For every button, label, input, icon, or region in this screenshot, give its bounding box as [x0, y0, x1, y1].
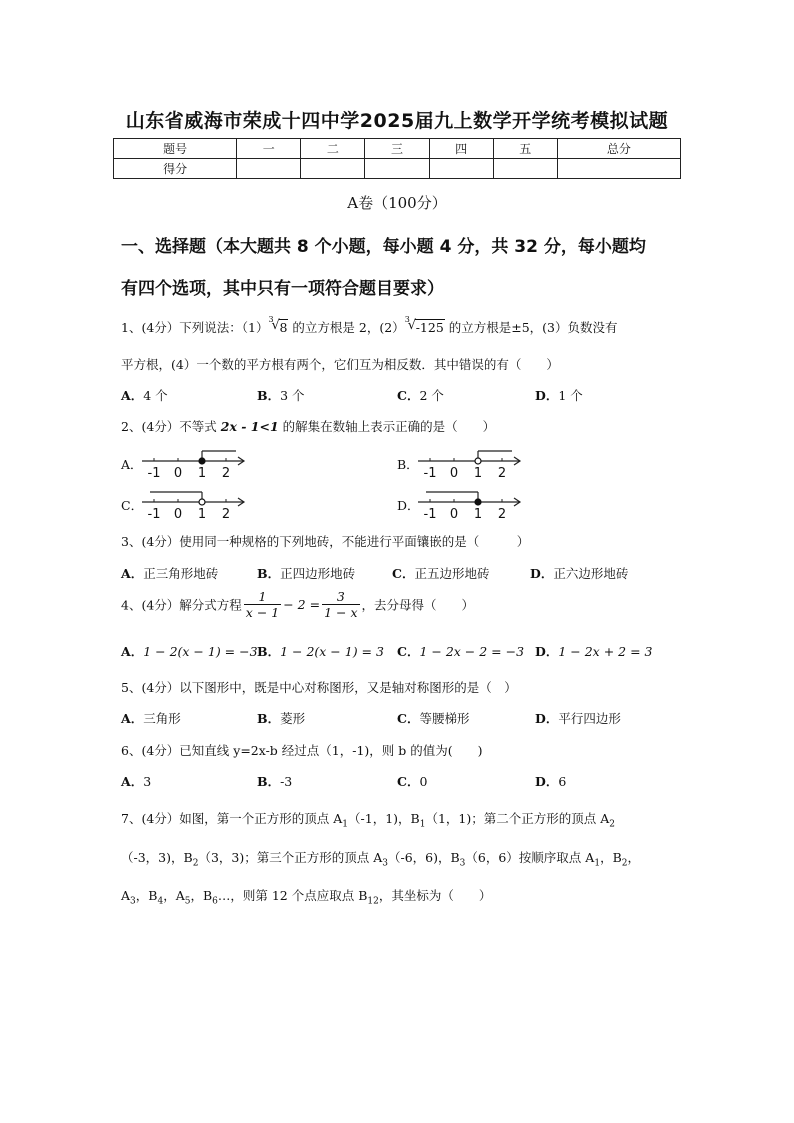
text: 7、(4分）如图，第一个正方形的顶点 A	[121, 811, 343, 826]
text: （-1，1)，B	[348, 811, 420, 826]
score-cell	[557, 159, 680, 179]
text: …，则第 12 个点应取点 B	[217, 888, 368, 903]
question-5: 5、(4分）以下图形中，既是中心对称图形，又是轴对称图形的是（ ）	[121, 680, 517, 695]
option-text: 等腰梯形	[419, 711, 470, 726]
score-cell	[429, 159, 493, 179]
text: （-3，3)，B	[121, 850, 193, 865]
option-label: C．	[397, 711, 420, 726]
q1-option-c[interactable]	[397, 386, 444, 404]
q4-option-c[interactable]	[397, 642, 524, 660]
q6-option-b[interactable]	[257, 772, 292, 790]
option-text: 2 个	[419, 388, 444, 403]
question-2	[121, 417, 495, 435]
subscript: 1	[594, 858, 601, 869]
text: （3，3)；第三个正方形的顶点 A	[198, 850, 383, 865]
radical-index: 3	[268, 315, 274, 324]
q5-option-a[interactable]	[121, 709, 181, 727]
option-text: 0	[419, 774, 428, 789]
open-point	[199, 499, 205, 505]
option-text: 正三角形地砖	[143, 566, 219, 581]
option-label: D．	[530, 566, 554, 581]
q1-mid2: 的立方根是±5，(3）负数没有	[444, 320, 618, 335]
q5-option-b[interactable]	[257, 709, 305, 727]
subscript: 6	[212, 896, 218, 907]
radicand: 8	[279, 320, 288, 335]
option-label: C．	[397, 774, 420, 789]
option-label: B．	[257, 566, 281, 581]
option-label: A．	[121, 388, 144, 403]
tick-label: 2	[221, 507, 231, 522]
score-cell	[237, 159, 301, 179]
open-point	[475, 458, 481, 464]
option-text: 3 个	[280, 388, 305, 403]
score-row-label: 得分	[114, 159, 237, 179]
radical-index: 3	[404, 315, 410, 324]
q3-option-b[interactable]	[257, 564, 355, 582]
option-text: 1 − 2(x − 1) = −3	[143, 644, 258, 659]
number-line-b	[416, 447, 526, 487]
exam-title: 山东省威海市荣成十四中学2025届九上数学开学统考模拟试题	[125, 110, 669, 132]
tick-label: 1	[473, 466, 483, 481]
q2-option-c-label[interactable]: C．	[121, 498, 144, 513]
option-label: C．	[397, 388, 420, 403]
q5-option-d[interactable]	[535, 709, 621, 727]
text: ，A	[163, 888, 185, 903]
tick-label: 2	[221, 466, 231, 481]
q2-text-pre: 2、(4分）不等式	[121, 419, 221, 434]
text: ，B	[190, 888, 213, 903]
part1-heading-line1: 一、选择题（本大题共 8 个小题，每小题 4 分，共 32 分，每小题均	[121, 237, 646, 257]
text: （6，6）按顺序取点 A	[465, 850, 595, 865]
tick-label: 1	[197, 466, 207, 481]
score-header-cell: 四	[429, 139, 493, 159]
q4-suffix: ，去分母得（ ）	[361, 597, 475, 613]
score-cell	[365, 159, 429, 179]
question-3: 3、(4分）使用同一种规格的下列地砖，不能进行平面镶嵌的是（ ）	[121, 534, 530, 549]
option-label: A．	[121, 644, 144, 659]
score-header-cell: 总分	[557, 139, 680, 159]
q4-option-d[interactable]	[535, 642, 652, 660]
tick-label: 0	[173, 466, 183, 481]
subscript: 1	[419, 819, 426, 830]
q3-option-a[interactable]	[121, 564, 218, 582]
score-table	[113, 138, 681, 179]
question-1-line2: 平方根，(4）一个数的平方根有两个，它们互为相反数．其中错误的有（ ）	[121, 357, 559, 372]
option-label: A．	[121, 774, 144, 789]
q1-option-a[interactable]	[121, 386, 168, 404]
tick-label: 1	[197, 507, 207, 522]
tick-label: -1	[423, 466, 437, 481]
question-6: 6、(4分）已知直线 y=2x-b 经过点（1，-1)，则 b 的值为( )	[121, 743, 483, 758]
number-line-a	[140, 447, 250, 487]
text: （-6，6)，B	[387, 850, 460, 865]
score-header-cell: 二	[301, 139, 365, 159]
fraction-1	[244, 589, 281, 620]
question-1-line1	[121, 315, 618, 336]
q6-option-d[interactable]	[535, 772, 566, 790]
text: ，B	[135, 888, 158, 903]
option-label: A．	[121, 711, 144, 726]
q1-option-b[interactable]	[257, 386, 305, 404]
subscript: 1	[342, 819, 349, 830]
option-label: C．	[397, 644, 420, 659]
option-text: 1 个	[558, 388, 583, 403]
option-text: 平行四边形	[558, 711, 621, 726]
text: ，	[627, 850, 640, 865]
filled-point	[199, 458, 205, 464]
q4-option-a[interactable]	[121, 642, 258, 660]
option-text: 正四边形地砖	[280, 566, 356, 581]
subscript: 3	[130, 896, 136, 907]
radicand: -125	[415, 320, 444, 335]
subscript: 4	[157, 896, 164, 907]
subscript: 12	[367, 896, 379, 907]
subscript: 3	[459, 858, 466, 869]
option-text: 1 − 2(x − 1) = 3	[280, 644, 384, 659]
option-label: D．	[535, 774, 559, 789]
text: （1，1)；第二个正方形的顶点 A	[425, 811, 610, 826]
tick-label: 0	[449, 466, 459, 481]
fraction-denominator: 1 − x	[324, 605, 358, 620]
tick-label: 2	[497, 507, 507, 522]
tick-label: -1	[147, 507, 161, 522]
option-text: 三角形	[143, 711, 181, 726]
number-line-d	[416, 488, 526, 528]
section-a-heading: A卷（100分）	[347, 194, 447, 212]
q1-option-d[interactable]	[535, 386, 583, 404]
q2-option-d-label[interactable]: D．	[397, 498, 420, 513]
subscript: 2	[621, 858, 628, 869]
fraction-denominator: x − 1	[245, 605, 280, 620]
subscript: 5	[184, 896, 191, 907]
q4-option-b[interactable]	[257, 642, 384, 660]
option-text: 1 − 2x − 2 = −3	[419, 644, 525, 659]
tick-label: 2	[497, 466, 507, 481]
text: ，其坐标为（ ）	[378, 888, 492, 903]
q6-option-c[interactable]	[397, 772, 427, 790]
cube-root-neg125	[404, 315, 445, 335]
fraction-2	[322, 589, 359, 620]
q2-option-a-label[interactable]: A．	[121, 457, 143, 472]
subscript: 2	[192, 858, 199, 869]
option-text: 正六边形地砖	[553, 566, 629, 581]
q4-mid: − 2 =	[283, 597, 321, 612]
option-label: D．	[535, 388, 559, 403]
q2-option-b-label[interactable]: B．	[397, 457, 419, 472]
score-header-cell: 五	[493, 139, 557, 159]
q1-mid1: 的立方根是 2，(2）	[288, 320, 405, 335]
q3-option-d[interactable]	[530, 564, 628, 582]
score-table-header-row	[114, 139, 681, 159]
option-label: C．	[392, 566, 415, 581]
subscript: 3	[382, 858, 388, 869]
option-text: 3	[143, 774, 152, 789]
tick-label: 0	[173, 507, 183, 522]
q3-option-c[interactable]	[392, 564, 489, 582]
option-label: D．	[535, 711, 559, 726]
number-line-c	[140, 488, 250, 528]
option-text: 菱形	[280, 711, 306, 726]
q2-text-post: 的解集在数轴上表示正确的是（ ）	[278, 419, 496, 434]
part1-heading-line2: 有四个选项，其中只有一项符合题目要求）	[121, 279, 444, 299]
question-7-line1	[121, 809, 615, 830]
tick-label: -1	[147, 466, 161, 481]
question-4	[121, 589, 474, 620]
fraction-numerator: 1	[244, 589, 281, 605]
text: ，B	[600, 850, 622, 865]
option-label: B．	[257, 711, 281, 726]
score-header-cell: 三	[365, 139, 429, 159]
option-label: B．	[257, 774, 281, 789]
question-7-line2	[121, 848, 640, 869]
option-text: 1 − 2x + 2 = 3	[558, 644, 653, 659]
score-cell	[301, 159, 365, 179]
score-cell	[493, 159, 557, 179]
subscript: 2	[609, 819, 615, 830]
cube-root-8	[268, 315, 289, 335]
option-label: B．	[257, 388, 281, 403]
score-header-cell: 题号	[114, 139, 237, 159]
option-label: B．	[257, 644, 281, 659]
radical-sign-icon: √	[271, 318, 280, 333]
q2-inequality: 2x - 1<1	[220, 419, 279, 434]
option-label: D．	[535, 644, 559, 659]
text: A	[121, 888, 131, 903]
score-table-score-row	[114, 159, 681, 179]
q5-option-c[interactable]	[397, 709, 469, 727]
tick-label: 1	[473, 507, 483, 522]
radical-sign-icon: √	[407, 318, 416, 333]
option-text: 6	[558, 774, 567, 789]
option-label: A．	[121, 566, 144, 581]
fraction-numerator: 3	[322, 589, 359, 605]
tick-label: 0	[449, 507, 459, 522]
q1-prefix: 1、(4分）下列说法：（1）	[121, 320, 269, 335]
option-text: 正五边形地砖	[414, 566, 490, 581]
option-text: 4 个	[143, 388, 168, 403]
score-header-cell: 一	[237, 139, 301, 159]
question-7-line3	[121, 886, 491, 907]
q4-prefix: 4、(4分）解分式方程	[121, 597, 242, 613]
tick-label: -1	[423, 507, 437, 522]
option-text: -3	[280, 774, 293, 789]
q6-option-a[interactable]	[121, 772, 151, 790]
filled-point	[475, 499, 481, 505]
